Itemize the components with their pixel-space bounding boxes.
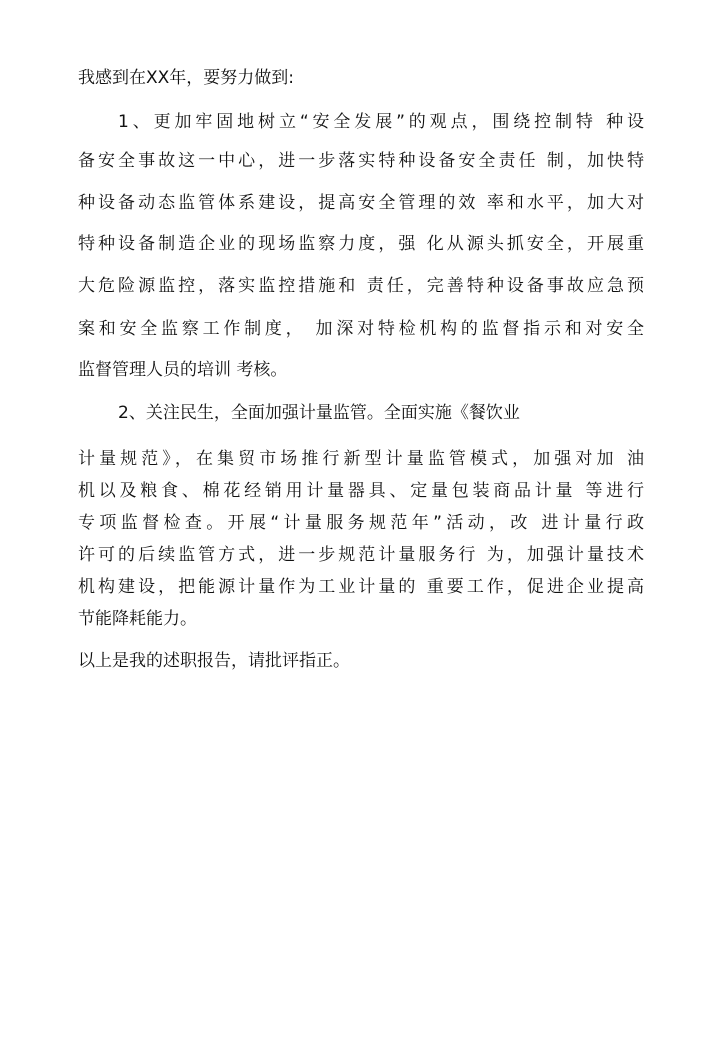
intro-line: 我感到在XX年，要努力做到: xyxy=(78,68,295,88)
item-2-line-7: 节能降耗能力。 xyxy=(78,609,197,629)
closing-line: 以上是我的述职报告，请批评指正。 xyxy=(78,651,350,671)
item-2-line-3: 机以及粮食、棉花经销用计量器具、定量包装商品计量 等进行 xyxy=(78,481,644,501)
item-2-line-2: 计量规范》，在集贸市场推行新型计量监管模式，加强对加 油 xyxy=(78,449,644,469)
item-1-line-6: 案和安全监察工作制度， 加深对特检机构的监督指示和对安全 xyxy=(78,319,644,339)
item-1-line-2: 备安全事故这一中心，进一步落实特种设备安全责任 制，加快特 xyxy=(78,151,644,171)
item-2-line-1: 2、关注民生，全面加强计量监管。全面实施《餐饮业 xyxy=(118,403,520,423)
item-1-line-4: 特种设备制造企业的现场监察力度，强 化从源头抓安全，开展重 xyxy=(78,234,644,254)
item-1-line-3: 种设备动态监管体系建设，提高安全管理的效 率和水平，加大对 xyxy=(78,193,644,213)
item-2-line-6: 机构建设，把能源计量作为工业计量的 重要工作，促进企业提高 xyxy=(78,577,644,597)
item-2-line-5: 许可的后续监管方式，进一步规范计量服务行 为，加强计量技术 xyxy=(78,545,644,565)
item-1-line-1: 1、更加牢固地树立“安全发展”的观点，围绕控制特 种设 xyxy=(118,112,644,132)
item-1-line-5: 大危险源监控，落实监控措施和 责任，完善特种设备事故应急预 xyxy=(78,276,644,296)
item-1-line-7: 监督管理人员的培训 考核。 xyxy=(78,360,288,380)
item-2-line-4: 专项监督检查。开展“计量服务规范年”活动，改 进计量行政 xyxy=(78,513,644,533)
